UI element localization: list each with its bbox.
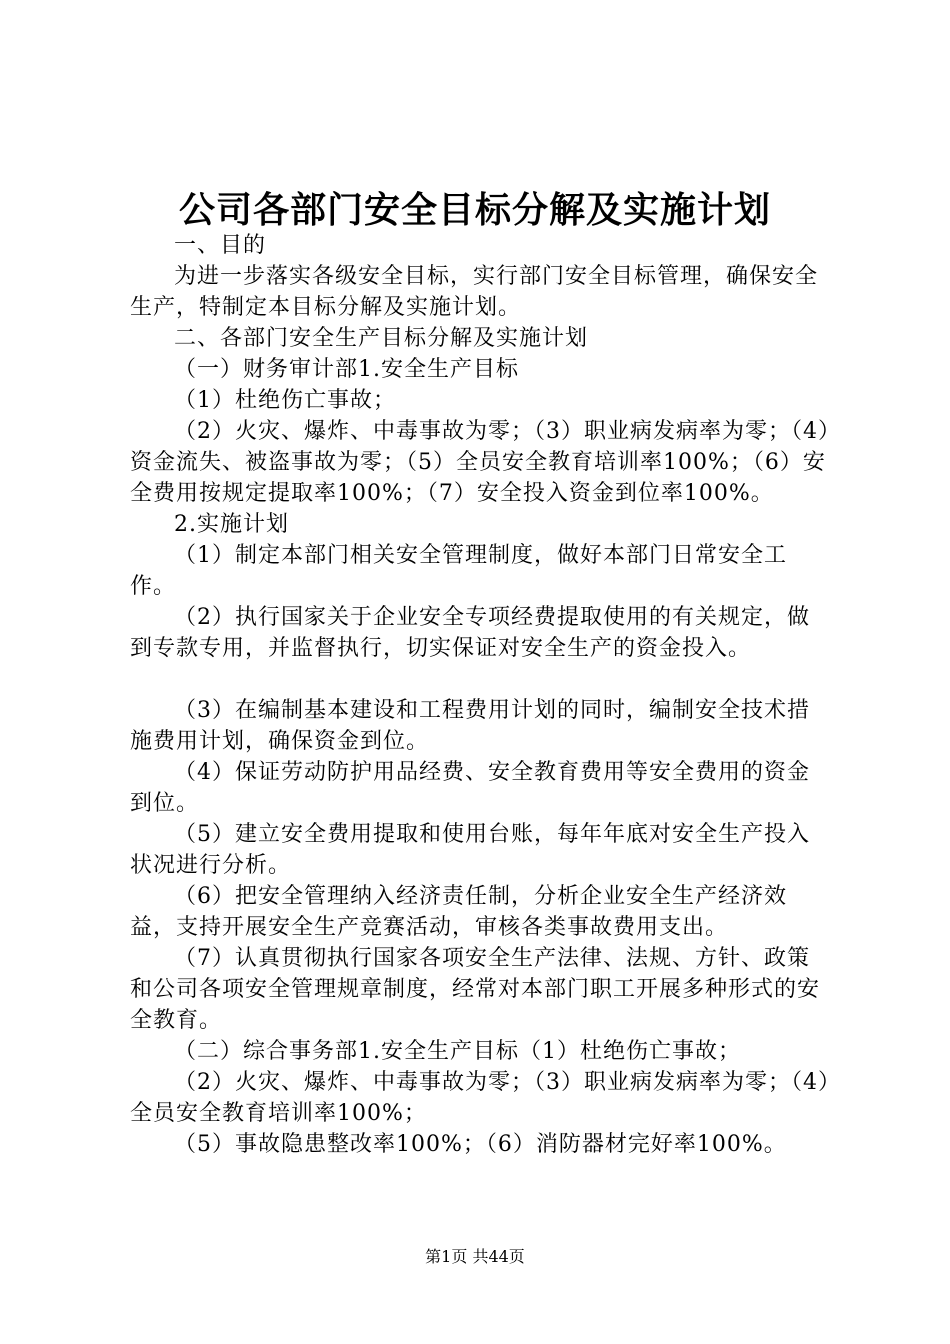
- paragraph: （1）杜绝伤亡事故；: [174, 388, 396, 413]
- paragraph: （2）火灾、爆炸、中毒事故为零；（3）职业病发病率为零；（4）资金流失、被盗事故为零；（5）全员安全教育培训率100%；（6）安全费用按规定提取率100%；（7）安全投入资金到位率100%。: [130, 419, 830, 506]
- paragraph: （二）综合事务部1.安全生产目标（1）杜绝伤亡事故；: [174, 1039, 741, 1064]
- paragraph: （2）执行国家关于企业安全专项经费提取使用的有关规定，做到专款专用，并监督执行，切实保证对安全生产的资金投入。: [130, 605, 810, 661]
- paragraph: （5）建立安全费用提取和使用台账，每年年底对安全生产投入状况进行分析。: [130, 822, 810, 878]
- page-number-footer: 第1页 共44页: [425, 1247, 525, 1266]
- document-body: [130, 230, 830, 1160]
- paragraph: （一）财务审计部1.安全生产目标: [174, 357, 519, 382]
- paragraph: （6）把安全管理纳入经济责任制，分析企业安全生产经济效益，支持开展安全生产竞赛活动，审核各类事故费用支出。: [130, 884, 787, 940]
- paragraph: （4）保证劳动防护用品经费、安全教育费用等安全费用的资金到位。: [130, 760, 810, 816]
- paragraph: 为进一步落实各级安全目标，实行部门安全目标管理，确保安全生产，特制定本目标分解及实施计划。: [130, 264, 819, 320]
- paragraph: （7）认真贯彻执行国家各项安全生产法律、法规、方针、政策和公司各项安全管理规章制度，经常对本部门职工开展多种形式的安全教育。: [130, 946, 821, 1033]
- document-title: 公司各部门安全目标分解及实施计划: [178, 190, 771, 231]
- paragraph: 一、目的: [174, 233, 267, 258]
- paragraph: 二、各部门安全生产目标分解及实施计划: [174, 326, 589, 351]
- paragraph: （1）制定本部门相关安全管理制度，做好本部门日常安全工作。: [130, 543, 787, 599]
- paragraph: （2）火灾、爆炸、中毒事故为零；（3）职业病发病率为零；（4）全员安全教育培训率100%；: [130, 1070, 830, 1126]
- paragraph: （5）事故隐患整改率100%；（6）消防器材完好率100%。: [174, 1132, 787, 1157]
- paragraph: 2.实施计划: [174, 512, 289, 537]
- paragraph: （3）在编制基本建设和工程费用计划的同时，编制安全技术措施费用计划，确保资金到位。: [130, 698, 810, 754]
